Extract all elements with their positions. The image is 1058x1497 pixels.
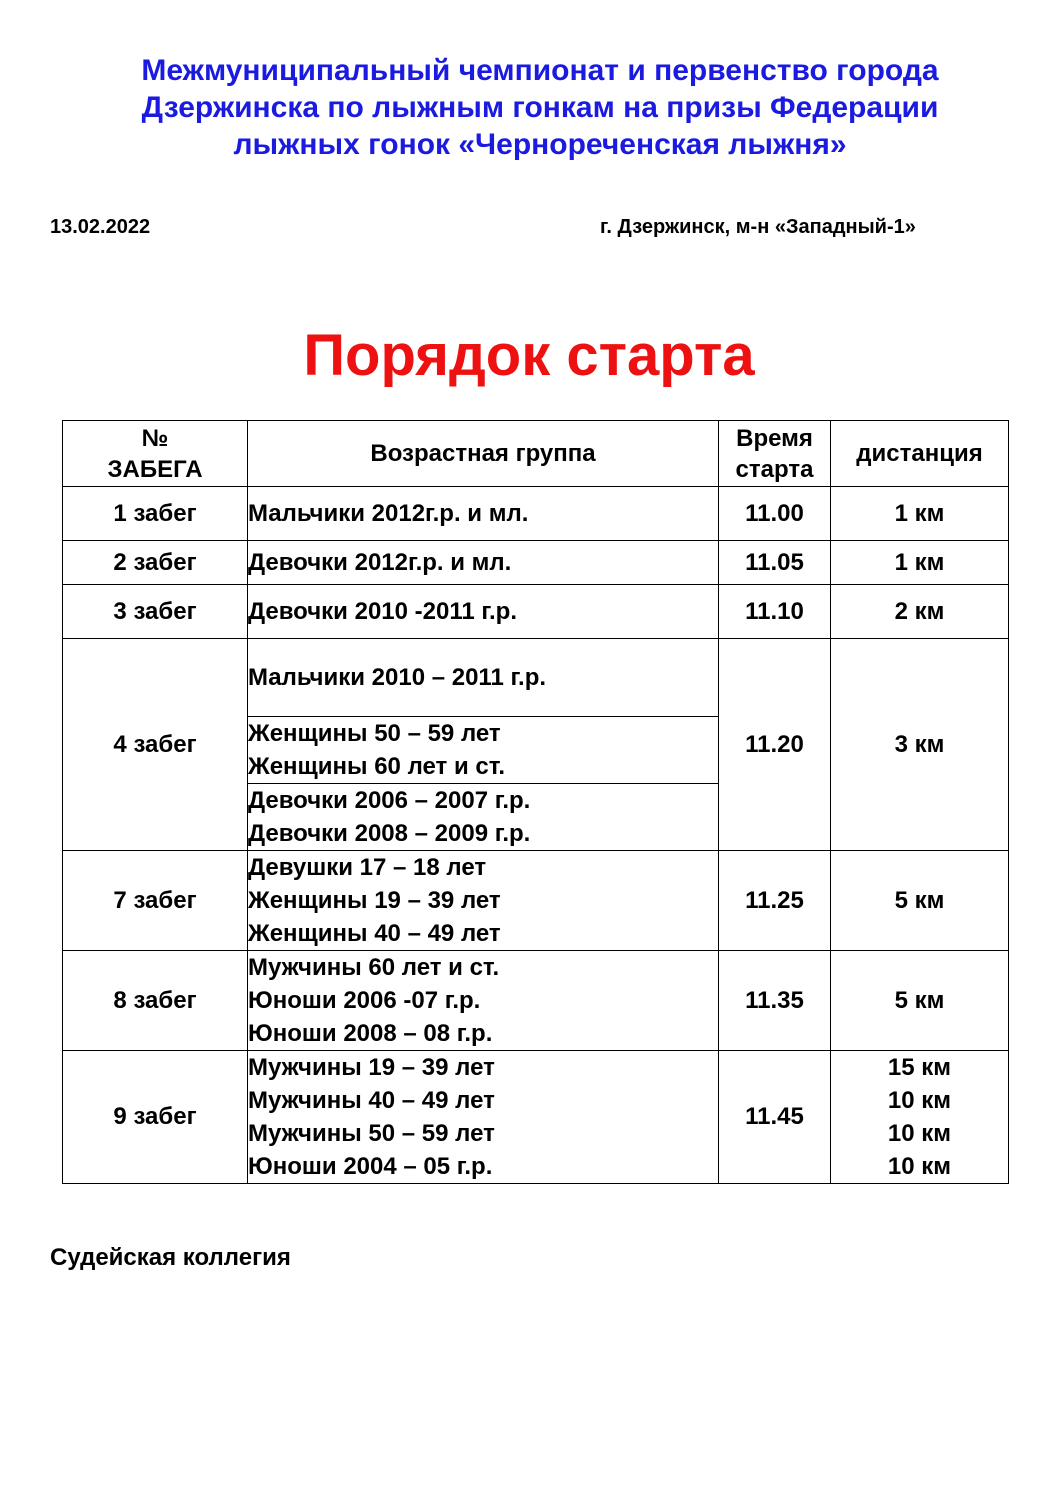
group-line: Женщины 19 – 39 лет <box>248 887 501 914</box>
table-row <box>63 851 1009 951</box>
race-number: 1 забег <box>63 487 248 541</box>
group-line: Девушки 17 – 18 лет <box>248 854 487 881</box>
group-line: Мужчины 50 – 59 лет <box>248 1120 495 1147</box>
group-line: Девочки 2006 – 2007 г.р. <box>248 787 531 814</box>
distance-line: 10 км <box>887 1153 952 1180</box>
group-line: Мужчины 60 лет и ст. <box>248 954 500 981</box>
distance: 5 км <box>831 851 1009 951</box>
page-heading: Порядок старта <box>303 323 755 388</box>
table-row <box>63 487 1009 541</box>
race-number: 9 забег <box>63 1051 248 1184</box>
header-text: старта <box>735 455 814 483</box>
title-line: Дзержинска по лыжным гонкам на призы Федерации <box>141 91 939 124</box>
judges-signature-label: Судейская коллегия <box>50 1244 291 1271</box>
group-line: Юноши 2004 – 05 г.р. <box>248 1153 493 1180</box>
age-group <box>248 784 719 851</box>
header-text: № <box>141 424 169 452</box>
distance-line: 10 км <box>887 1087 952 1114</box>
start-time: 11.10 <box>719 585 831 639</box>
table-row <box>63 951 1009 1051</box>
age-group: Девочки 2010 -2011 г.р. <box>248 585 719 639</box>
age-group <box>248 1051 719 1184</box>
race-number: 8 забег <box>63 951 248 1051</box>
age-group <box>248 951 719 1051</box>
distance: 1 км <box>831 487 1009 541</box>
table-row <box>63 1051 1009 1184</box>
age-group <box>248 851 719 951</box>
race-number: 3 забег <box>63 585 248 639</box>
header-start-time <box>719 421 831 487</box>
race-number: 7 забег <box>63 851 248 951</box>
document-title <box>40 52 1040 163</box>
age-group: Мальчики 2012г.р. и мл. <box>248 487 719 541</box>
race-number: 2 забег <box>63 541 248 585</box>
distance: 1 км <box>831 541 1009 585</box>
group-line: Мужчины 40 – 49 лет <box>248 1087 495 1114</box>
group-line: Девочки 2008 – 2009 г.р. <box>248 820 531 847</box>
start-time: 11.20 <box>719 639 831 851</box>
start-time: 11.00 <box>719 487 831 541</box>
table-header-row <box>63 421 1009 487</box>
table-row <box>63 541 1009 585</box>
age-group: Мальчики 2010 – 2011 г.р. <box>248 639 719 717</box>
age-group: Девочки 2012г.р. и мл. <box>248 541 719 585</box>
group-line: Мужчины 19 – 39 лет <box>248 1054 495 1081</box>
table-row <box>63 639 1009 717</box>
header-text: Время <box>736 424 813 452</box>
distance-line: 10 км <box>887 1120 952 1147</box>
distance-line: 15 км <box>887 1054 952 1081</box>
group-line: Юноши 2008 – 08 г.р. <box>248 1020 493 1047</box>
header-distance: дистанция <box>831 421 1009 487</box>
title-line: лыжных гонок «Чернореченская лыжня» <box>233 128 847 161</box>
header-age-group: Возрастная группа <box>248 421 719 487</box>
start-time: 11.05 <box>719 541 831 585</box>
distance <box>831 1051 1009 1184</box>
distance: 2 км <box>831 585 1009 639</box>
header-text: ЗАБЕГА <box>107 455 203 483</box>
start-time: 11.45 <box>719 1051 831 1184</box>
table-row <box>63 585 1009 639</box>
event-place: г. Дзержинск, м-н «Западный-1» <box>600 216 916 238</box>
header-race-number <box>63 421 248 487</box>
age-group <box>248 717 719 784</box>
group-line: Юноши 2006 -07 г.р. <box>248 987 481 1014</box>
title-line: Межмуниципальный чемпионат и первенство города <box>141 54 939 87</box>
start-time: 11.25 <box>719 851 831 951</box>
group-line: Женщины 60 лет и ст. <box>248 753 506 780</box>
race-number: 4 забег <box>63 639 248 851</box>
distance: 5 км <box>831 951 1009 1051</box>
event-date: 13.02.2022 <box>50 216 151 238</box>
start-time: 11.35 <box>719 951 831 1051</box>
start-order-table <box>62 420 1009 1184</box>
group-line: Женщины 40 – 49 лет <box>248 920 501 947</box>
distance: 3 км <box>831 639 1009 851</box>
group-line: Женщины 50 – 59 лет <box>248 720 501 747</box>
